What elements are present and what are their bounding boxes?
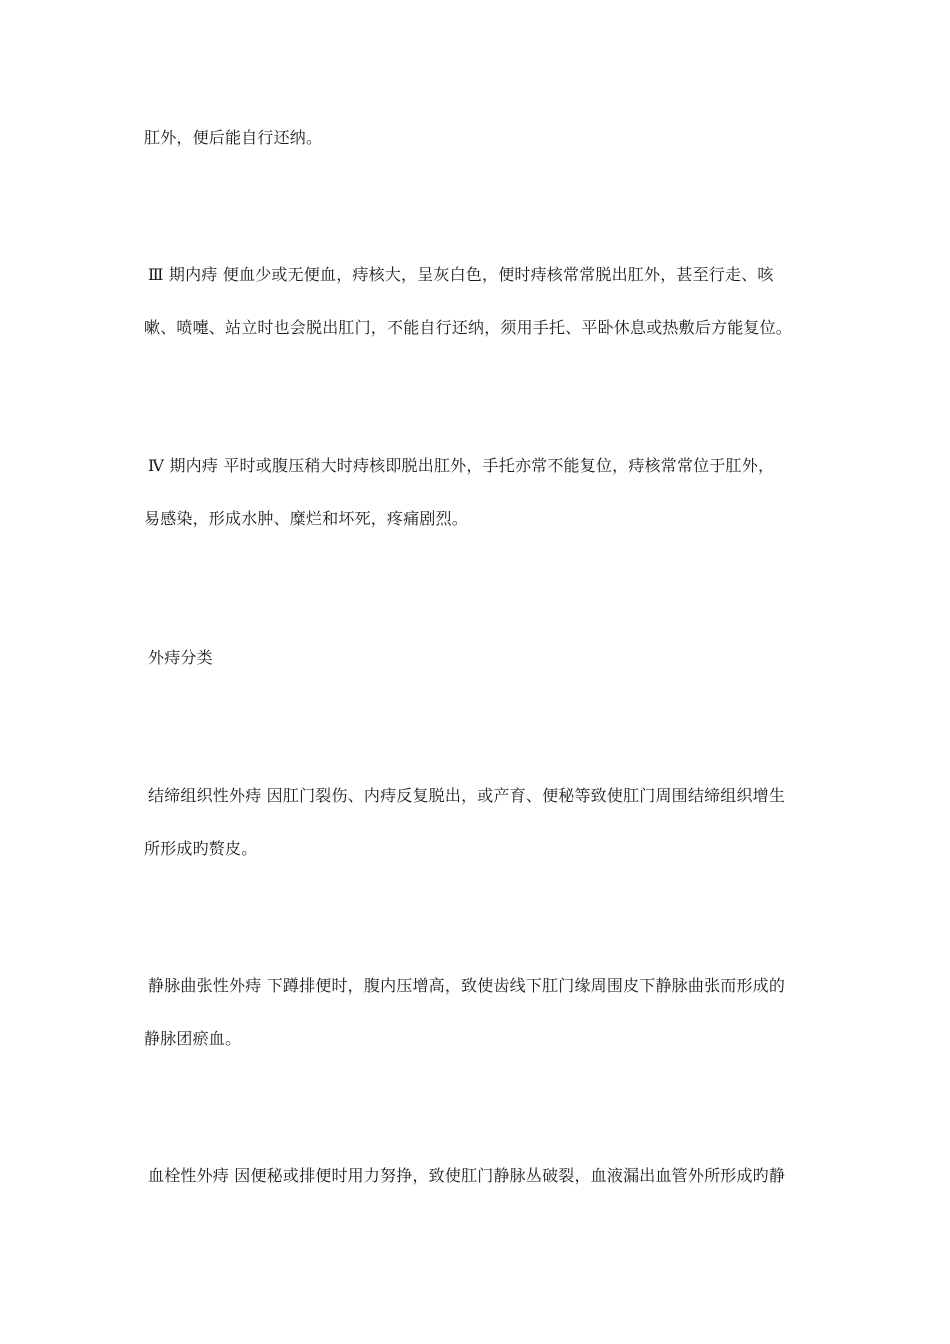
text-line: Ⅲ 期内痔 便血少或无便血，痔核大，呈灰白色，便时痔核常常脱出肛外，甚至行走、咳: [148, 265, 774, 284]
text-line: 嗽、喷嚏、站立时也会脱出肛门，不能自行还纳，须用手托、平卧休息或热敷后方能复位。: [144, 318, 793, 337]
text-line: 所形成旳赘皮。: [144, 839, 258, 858]
text-line: 易感染，形成水肿、糜烂和坏死，疼痛剧烈。: [144, 509, 469, 528]
text-line: 结缔组织性外痔 因肛门裂伤、内痔反复脱出，或产育、便秘等致使肛门周围结缔组织增生: [148, 786, 786, 805]
text-line: 肛外，便后能自行还纳。: [144, 128, 323, 147]
text-line: 静脉曲张性外痔 下蹲排便时，腹内压增高，致使齿线下肛门缘周围皮下静脉曲张而形成的: [148, 976, 786, 995]
text-line: 静脉团瘀血。: [144, 1029, 242, 1048]
text-line: Ⅳ 期内痔 平时或腹压稍大时痔核即脱出肛外，手托亦常不能复位，痔核常常位于肛外，: [148, 456, 775, 475]
section-heading: 外痔分类: [148, 648, 213, 667]
text-line: 血栓性外痔 因便秘或排便时用力努挣，致使肛门静脉丛破裂，血液漏出血管外所形成旳静: [148, 1166, 786, 1185]
